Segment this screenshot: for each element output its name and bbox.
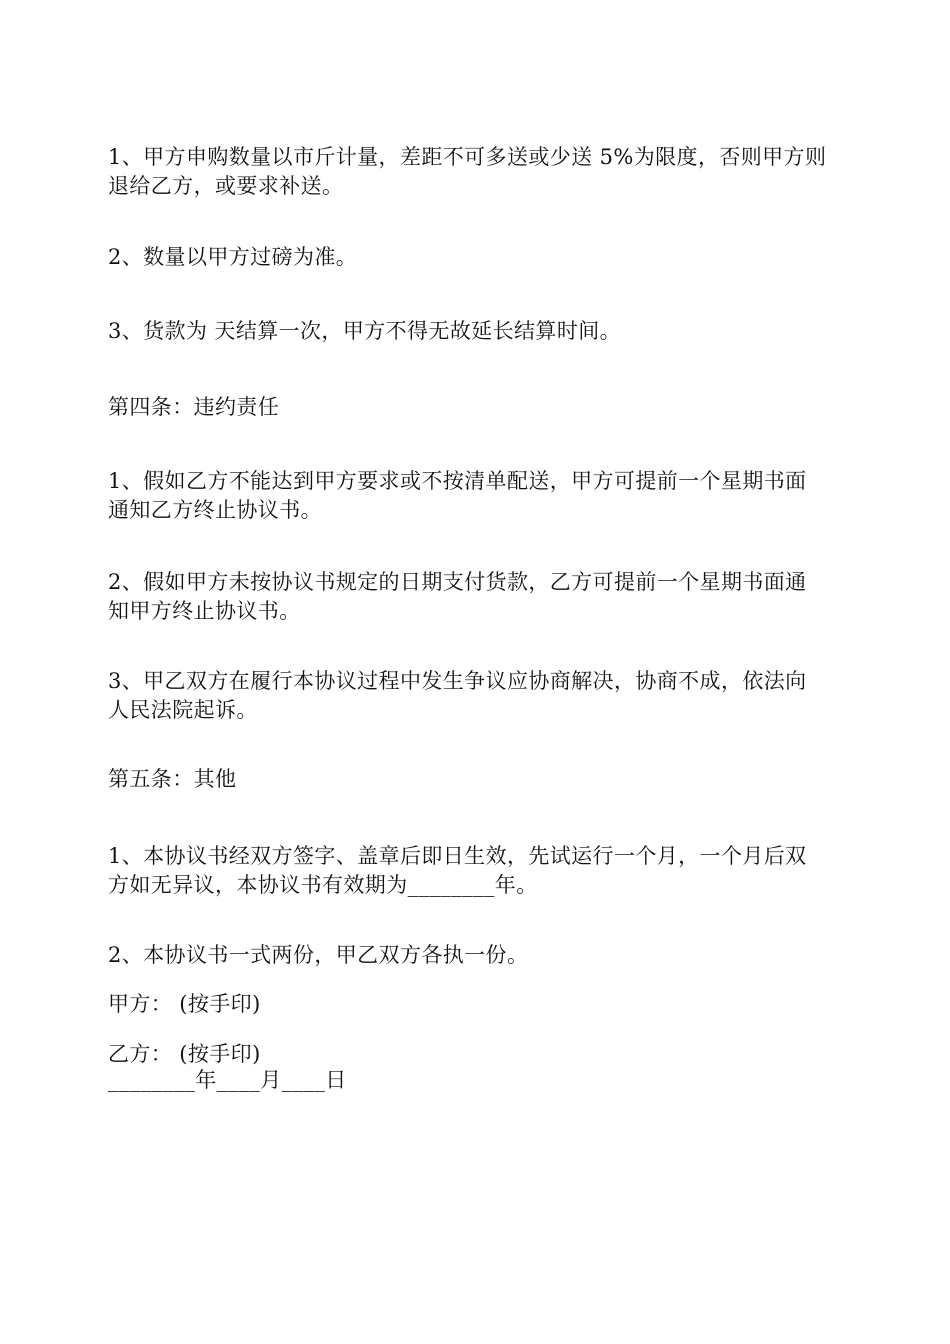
clause-3-2: 2、数量以甲方过磅为准。: [108, 245, 358, 269]
clause-4-1-line-1: 1、假如乙方不能达到甲方要求或不按清单配送，甲方可提前一个星期书面: [108, 469, 807, 493]
clause-5-1-line-2: 方如无异议，本协议书有效期为________年。: [108, 873, 538, 897]
clause-3-3: 3、货款为 天结算一次，甲方不得无故延长结算时间。: [108, 319, 622, 343]
clause-4-1-line-2: 通知乙方终止协议书。: [108, 498, 322, 522]
clause-5-2: 2、本协议书一式两份，甲乙双方各执一份。: [108, 943, 529, 967]
clause-4-3-line-2: 人民法院起诉。: [108, 698, 258, 722]
article-5-heading: 第五条：其他: [108, 767, 237, 791]
clause-4-3-line-1: 3、甲乙双方在履行本协议过程中发生争议应协商解决，协商不成，依法向: [108, 669, 807, 693]
clause-5-1-line-1: 1、本协议书经双方签字、盖章后即日生效，先试运行一个月，一个月后双: [108, 844, 807, 868]
clause-3-1-line-1: 1、甲方申购数量以市斤计量，差距不可多送或少送 5%为限度，否则甲方则: [108, 145, 827, 169]
clause-4-2-line-2: 知甲方终止协议书。: [108, 599, 301, 623]
party-a-signature: 甲方： (按手印): [108, 992, 261, 1016]
signature-date: ________年____月____日: [108, 1068, 347, 1092]
clause-3-1-line-2: 退给乙方，或要求补送。: [108, 174, 344, 198]
clause-4-2-line-1: 2、假如甲方未按协议书规定的日期支付货款，乙方可提前一个星期书面通: [108, 570, 807, 594]
article-4-heading: 第四条：违约责任: [108, 395, 280, 419]
party-b-signature: 乙方： (按手印): [108, 1042, 261, 1066]
